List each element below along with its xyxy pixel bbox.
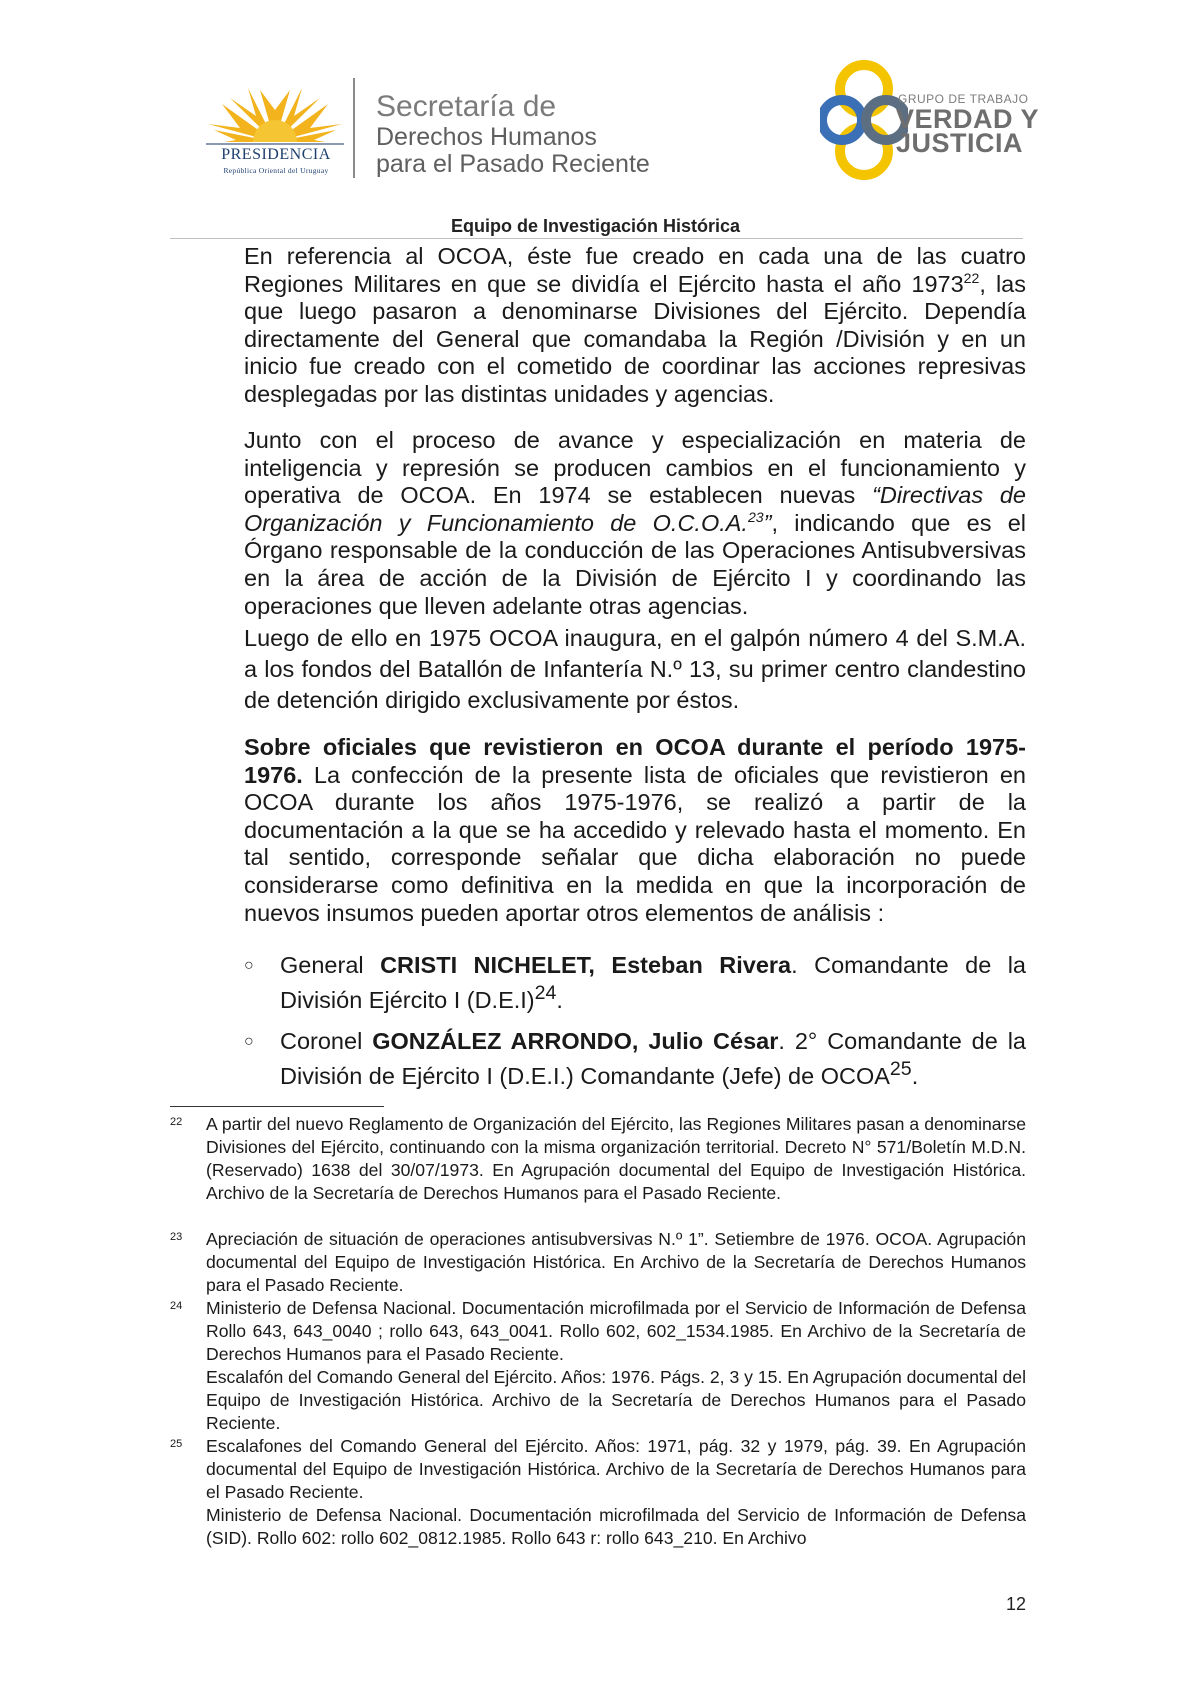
team-title: Equipo de Investigación Histórica bbox=[450, 216, 741, 236]
secretaria-line3: para el Pasado Reciente bbox=[376, 150, 650, 178]
footnote-ref-23[interactable]: 23 bbox=[747, 508, 764, 525]
verdad-justicia-logo bbox=[820, 58, 908, 182]
bullet-circle-icon: ○ bbox=[244, 1033, 254, 1050]
header-rule bbox=[170, 238, 1023, 239]
footnote-ref-22[interactable]: 22 bbox=[963, 269, 980, 286]
secretaria-line1: Secretaría de bbox=[376, 90, 557, 123]
paragraph-ocoa-origin: En referencia al OCOA, éste fue creado en cada una de las cuatro Regiones Militares en que se dividía el Ejército hasta el año 1973$^{22}$, las que luego pasaron a denominarse Divisiones del Ejército. Dependía directamente del General que comandaba la Región /División y en un inicio fue creado con el cometido de coordinar las acciones represivas desplegadas por las distintas unidades y agencias. bbox=[244, 243, 1026, 407]
paragraph-ocoa-directives: Junto con el proceso de avance y especialización en materia de inteligencia y represión se producen cambios en el funcionamiento y operativa de OCOA. En 1974 se establecen nuevas “Directivas de Organización y Funcionamiento de O.C.O.A.$^{23}$”, indicando que es el Órgano responsable de la conducción de las Operaciones Antisubversivas en la área de acción de la División de Ejército I y coordinando las operaciones que lleven adelante otras agencias. bbox=[244, 427, 1026, 619]
paragraph-officers-intro: Sobre oficiales que revistieron en OCOA durante el período 1975-1976. La confección de la presente lista de oficiales que revistieron en OCOA durante los años 1975-1976, se realizó a partir de la documentación a la que se ha accedido y relevado hasta el momento. En tal sentido, corresponde señalar que dicha elaboración no puede considerarse como definitiva en la medida en que la incorporación de nuevos insumos pueden aportar otros elementos de análisis : bbox=[244, 734, 1026, 926]
grupo-trabajo-label: GRUPO DE TRABAJO bbox=[898, 92, 1029, 106]
footnote-ref-24[interactable]: 24 bbox=[534, 981, 557, 1004]
republica-label: República Oriental del Uruguay bbox=[223, 166, 329, 175]
justicia-label: JUSTICIA bbox=[896, 128, 1024, 158]
page-number: 12 bbox=[1005, 1594, 1026, 1614]
footnote-ref-25[interactable]: 25 bbox=[889, 1057, 912, 1080]
verdad-label: VERDAD Y bbox=[896, 104, 1040, 134]
header-divider bbox=[353, 78, 355, 178]
secretaria-line2: Derechos Humanos bbox=[376, 123, 597, 151]
footnote-separator bbox=[170, 1106, 384, 1107]
bullet-circle-icon: ○ bbox=[244, 957, 254, 974]
paragraph-ocoa-1975: Luego de ello en 1975 OCOA inaugura, en el galpón número 4 del S.M.A. a los fondos del Batallón de Infantería N.º 13, su primer centro clandestino de detención dirigido exclusivamente por éstos. bbox=[244, 625, 1026, 713]
presidencia-label: PRESIDENCIA bbox=[221, 146, 331, 163]
presidencia-sun-logo bbox=[200, 80, 350, 180]
